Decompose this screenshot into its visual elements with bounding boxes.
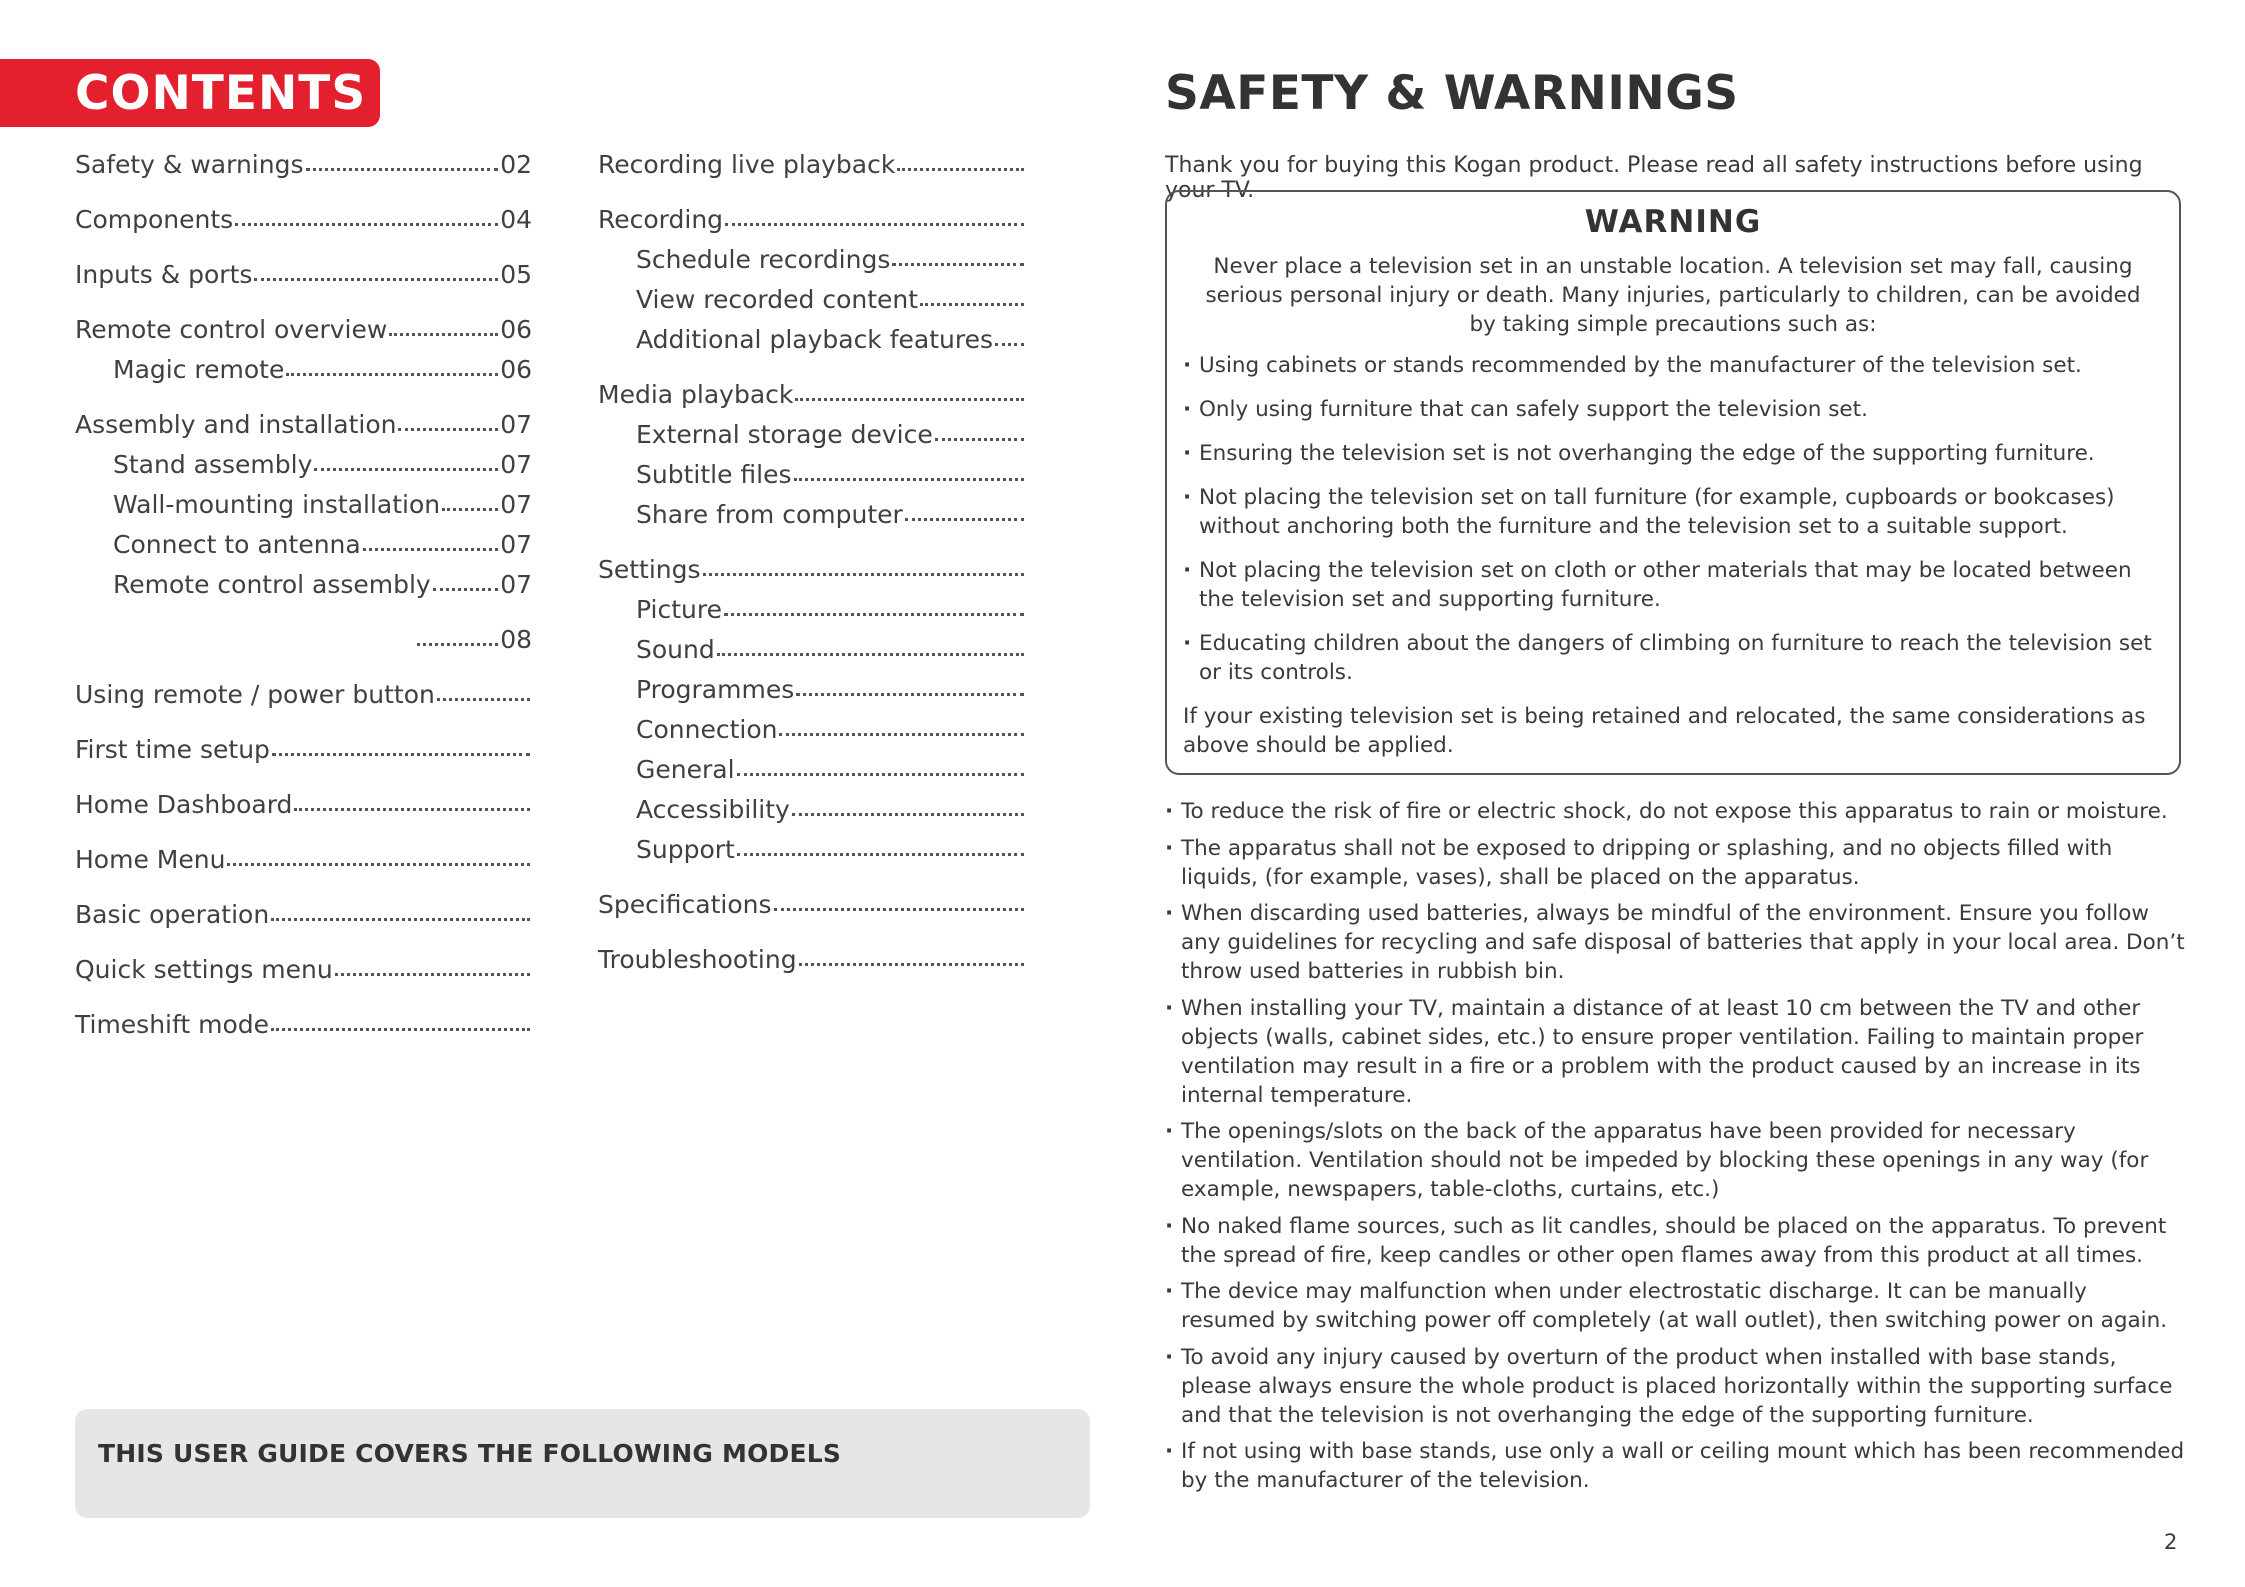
toc-item-label: External storage device (636, 420, 933, 449)
contents-title: CONTENTS (75, 65, 367, 121)
toc-item-label: Basic operation (75, 900, 270, 929)
toc-item[interactable] (75, 790, 532, 826)
toc-item-label: Connection (636, 715, 778, 744)
toc-leader-dots (792, 796, 1024, 816)
toc-item[interactable] (75, 410, 532, 446)
safety-item: · When installing your TV, maintain a distance of at least 10 cm between the TV and other objects (walls, cabinet sides, etc.) to ensure proper ventilation. Failing to maintain proper ventilation may result in a fire or a problem with the product caused by an increase in its internal temperature. (1165, 994, 2187, 1110)
toc-leader-dots (271, 901, 530, 921)
safety-item: · To avoid any injury caused by overturn of the product when installed with base stands, please always ensure the whole product is placed horizontally within the supporting surface and that the television is not overhanging the edge of the supporting furniture. (1165, 1343, 2187, 1430)
toc-item-label: Schedule recordings (636, 245, 891, 274)
toc-item-label: Home Dashboard (75, 790, 293, 819)
toc-item[interactable] (598, 150, 1026, 186)
toc-leader-dots (920, 286, 1024, 306)
toc-item-page: 07 (500, 570, 532, 599)
toc-item[interactable] (636, 420, 1026, 456)
toc-item-label: Recording live playback (598, 150, 896, 179)
toc-item[interactable] (75, 955, 532, 991)
toc-item-page: 07 (500, 490, 532, 519)
toc-leader-dots (703, 556, 1024, 576)
toc-leader-dots (717, 636, 1024, 656)
toc-item-label: Specifications (598, 890, 772, 919)
toc-leader-dots (294, 791, 530, 811)
toc-item[interactable] (113, 490, 532, 526)
page-number: 2 (2164, 1530, 2178, 1554)
warning-item: · Using cabinets or stands recommended by the manufacturer of the television set. (1183, 351, 2163, 380)
safety-item: · The openings/slots on the back of the apparatus have been provided for necessary ventilation. Ventilation should not be impeded by blocking these openings in any way (for example, newspapers, table-cloths, curtains, etc.) (1165, 1117, 2187, 1204)
toc-item-label: Safety & warnings (75, 150, 304, 179)
safety-item: · To reduce the risk of fire or electric shock, do not expose this apparatus to rain or moisture. (1165, 797, 2187, 826)
toc-leader-dots (235, 206, 498, 226)
toc-leader-dots (335, 956, 530, 976)
toc-item-label: Remote control overview (75, 315, 388, 344)
warning-item: · Not placing the television set on tall furniture (for example, cupboards or bookcases) without anchoring both the furniture and the television set to a suitable support. (1183, 483, 2163, 541)
toc-leader-dots (433, 571, 498, 591)
toc-item-label: Subtitle files (636, 460, 792, 489)
toc-item[interactable] (75, 150, 532, 186)
toc-item[interactable] (636, 835, 1026, 871)
warning-item: · Not placing the television set on cloth or other materials that may be located between the television set and supporting furniture. (1183, 556, 2163, 614)
toc-item[interactable] (598, 890, 1026, 926)
toc-leader-dots (724, 596, 1024, 616)
toc-item-label: Home Menu (75, 845, 226, 874)
toc-leader-dots (779, 716, 1024, 736)
toc-item-page: 07 (500, 450, 532, 479)
models-box (75, 1409, 1090, 1518)
toc-item[interactable] (598, 205, 1026, 241)
safety-list (1165, 797, 2187, 1503)
toc-item-page: 06 (500, 355, 532, 384)
toc-item-label: Connect to antenna (113, 530, 361, 559)
toc-item[interactable] (636, 325, 1026, 361)
toc-item-page: 06 (500, 315, 532, 344)
toc-item-label: Assembly and installation (75, 410, 397, 439)
toc-item[interactable] (113, 570, 532, 606)
toc-item-label: Programmes (636, 675, 795, 704)
toc-item-label: Using remote / power button (75, 680, 435, 709)
warning-intro: Never place a television set in an unstable location. A television set may fall, causing serious personal injury or death. Many injuries, particularly to children, can be avoided by taking simple precautions such as: (1205, 254, 2141, 337)
toc-leader-dots (363, 531, 498, 551)
toc-item[interactable] (636, 715, 1026, 751)
toc-leader-dots (897, 151, 1024, 171)
toc-item[interactable] (75, 1010, 532, 1046)
toc-item-label: Quick settings menu (75, 955, 333, 984)
toc-item[interactable] (113, 355, 532, 391)
toc-item[interactable] (75, 900, 532, 936)
toc-item-label: Picture (636, 595, 722, 624)
toc-item[interactable] (636, 795, 1026, 831)
models-box-title: THIS USER GUIDE COVERS THE FOLLOWING MODELS (98, 1439, 842, 1468)
safety-item: · If not using with base stands, use only a wall or ceiling mount which has been recommended by the manufacturer of the television. (1165, 1437, 2187, 1495)
toc-item-page: 07 (500, 530, 532, 559)
safety-title: SAFETY & WARNINGS (1165, 66, 1739, 121)
toc-item-label: Settings (598, 555, 701, 584)
toc-leader-dots (314, 451, 498, 471)
safety-item: · No naked flame sources, such as lit candles, should be placed on the apparatus. To prevent the spread of fire, keep candles or other open flames away from this product at all times. (1165, 1212, 2187, 1270)
toc-leader-dots (227, 846, 530, 866)
toc-item[interactable] (75, 735, 532, 771)
toc-item-label: View recorded content (636, 285, 919, 314)
toc-item[interactable] (113, 530, 532, 566)
toc-leader-dots (286, 356, 498, 376)
safety-intro: Thank you for buying this Kogan product. Please read all safety instructions before using your TV. (1165, 153, 2143, 203)
toc-leader-dots (398, 411, 498, 431)
warning-box (1165, 190, 2181, 775)
toc-item-label: Components (75, 205, 234, 234)
toc-item-label: Magic remote (113, 355, 285, 384)
toc-item[interactable] (75, 845, 532, 881)
toc-item[interactable] (415, 625, 532, 661)
toc-item[interactable] (75, 680, 532, 716)
toc-leader-dots (905, 501, 1024, 521)
toc-item-page: 05 (500, 260, 532, 289)
warning-title: WARNING (1584, 204, 1762, 240)
toc-leader-dots (935, 421, 1024, 441)
toc-leader-dots (774, 891, 1024, 911)
toc-item-label: Accessibility (636, 795, 790, 824)
toc-item[interactable] (636, 675, 1026, 711)
toc-leader-dots (796, 676, 1024, 696)
warning-list (1183, 351, 2163, 687)
toc-leader-dots (737, 836, 1024, 856)
toc-item-label: Additional playback features (636, 325, 994, 354)
toc-item-label: Inputs & ports (75, 260, 253, 289)
toc-item[interactable] (636, 595, 1026, 631)
toc-item-label: Stand assembly (113, 450, 313, 479)
toc-item[interactable] (598, 380, 1026, 416)
toc-item[interactable] (113, 450, 532, 486)
toc-item[interactable] (636, 635, 1026, 671)
toc-item-label: Recording (598, 205, 724, 234)
toc-item-page: 02 (500, 150, 532, 179)
toc-item[interactable] (636, 285, 1026, 321)
toc-leader-dots (892, 246, 1024, 266)
safety-item: · The apparatus shall not be exposed to dripping or splashing, and no objects filled with liquids, (for example, vases), shall be placed on the apparatus. (1165, 834, 2187, 892)
toc-item[interactable] (598, 555, 1026, 591)
toc-leader-dots (995, 326, 1024, 346)
toc-item-label: Media playback (598, 380, 794, 409)
toc-item[interactable] (636, 460, 1026, 496)
toc-leader-dots (794, 461, 1024, 481)
toc-item[interactable] (75, 205, 532, 241)
toc-item-label: Troubleshooting (598, 945, 797, 974)
toc-leader-dots (271, 1011, 530, 1031)
toc-item-label: Sound (636, 635, 715, 664)
toc-item-label: First time setup (75, 735, 270, 764)
toc-leader-dots (254, 261, 498, 281)
safety-item: · The device may malfunction when under electrostatic discharge. It can be manually resumed by switching power off completely (at wall outlet), then switching power on again. (1165, 1277, 2187, 1335)
toc-item[interactable] (75, 315, 532, 351)
toc-leader-dots (437, 681, 530, 701)
toc-leader-dots (417, 626, 498, 646)
warning-item: · Only using furniture that can safely support the television set. (1183, 395, 2163, 424)
toc-item-label: Wall-mounting installation (113, 490, 441, 519)
warning-item: · Ensuring the television set is not overhanging the edge of the supporting furniture. (1183, 439, 2163, 468)
toc-item[interactable] (75, 260, 532, 296)
toc-item[interactable] (598, 945, 1026, 981)
toc-leader-dots (306, 151, 499, 171)
toc-item-label: Remote control assembly (113, 570, 431, 599)
warning-item: · Educating children about the dangers of climbing on furniture to reach the television set or its controls. (1183, 629, 2163, 687)
toc-leader-dots (799, 946, 1024, 966)
warning-footer: If your existing television set is being retained and relocated, the same considerations as above should be applied. (1183, 704, 2146, 758)
toc-item-page: 04 (500, 205, 532, 234)
toc-item-page: 07 (500, 410, 532, 439)
toc-leader-dots (737, 756, 1024, 776)
toc-item-label: General (636, 755, 735, 784)
toc-leader-dots (442, 491, 498, 511)
toc-item[interactable] (636, 500, 1026, 536)
toc-leader-dots (725, 206, 1024, 226)
toc-item[interactable] (636, 245, 1026, 281)
toc-item-label: Share from computer (636, 500, 903, 529)
toc-leader-dots (795, 381, 1024, 401)
toc-item-label: Support (636, 835, 735, 864)
toc-leader-dots (389, 316, 498, 336)
toc-item-page: 08 (500, 625, 532, 654)
toc-leader-dots (272, 736, 530, 756)
contents-banner (0, 59, 380, 127)
toc-item[interactable] (636, 755, 1026, 791)
toc-item-label: Timeshift mode (75, 1010, 270, 1039)
safety-item: · When discarding used batteries, always be mindful of the environment. Ensure you follow any guidelines for recycling and safe disposal of batteries that apply in your local area. Don’t throw used batteries in rubbish bin. (1165, 899, 2187, 986)
